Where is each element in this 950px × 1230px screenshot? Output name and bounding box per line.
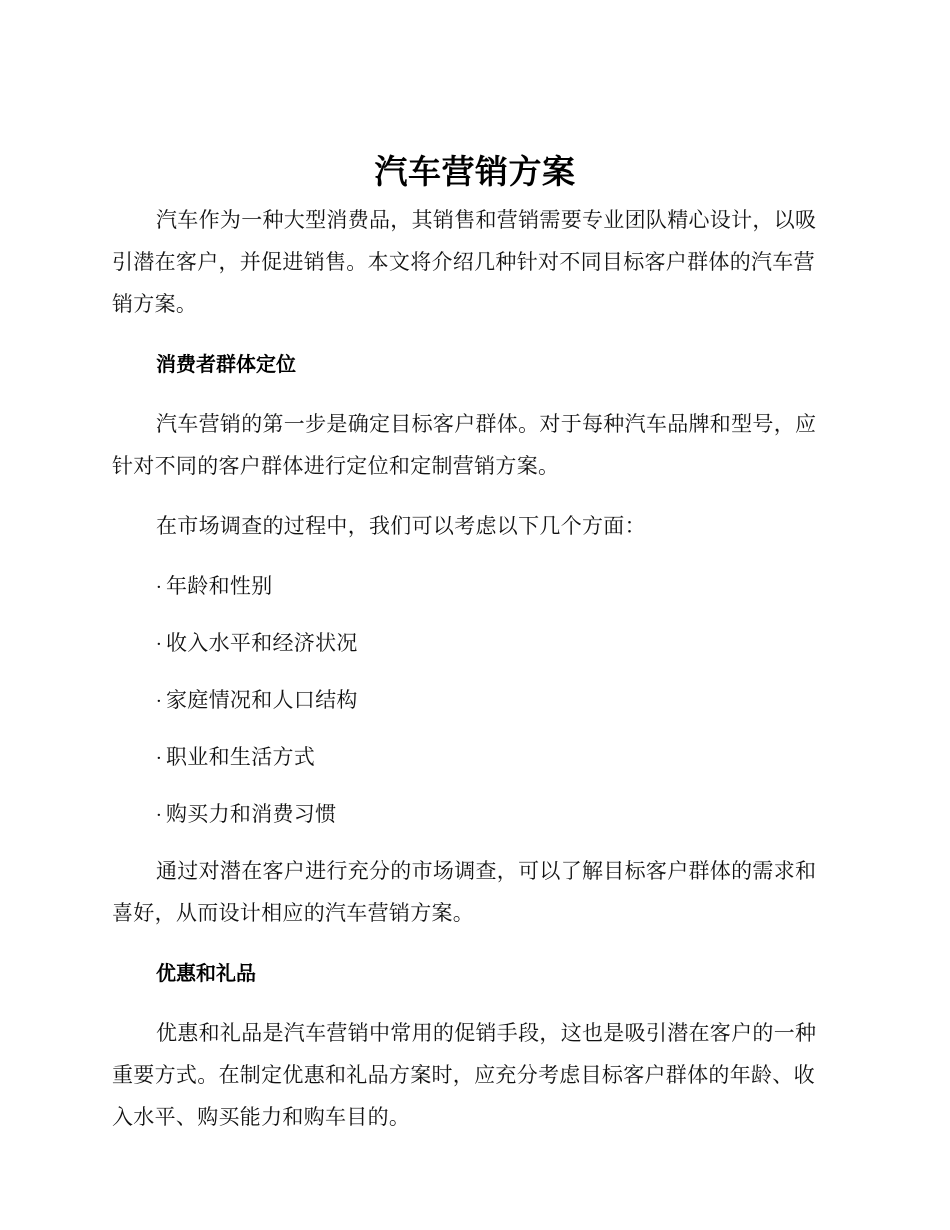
bullet-icon: · [156,691,163,712]
list-item-text: 职业和生活方式 [166,745,316,769]
bullet-icon: · [156,805,163,826]
section2-paragraph-1: 优惠和礼品是汽车营销中常用的促销手段，这也是吸引潜在客户的一种重要方式。在制定优惠和礼品方案时，应充分考虑目标客户群体的年龄、收入水平、购买能力和购车目的。 [112,1021,817,1129]
list-item [112,793,832,837]
section-heading-consumer-positioning: 消费者群体定位 [156,352,296,376]
document-title: 汽车营销方案 [374,152,576,191]
list-item [112,622,832,666]
list-item [112,679,832,723]
section1-paragraph-3: 通过对潜在客户进行充分的市场调查，可以了解目标客户群体的需求和喜好，从而设计相应的汽车营销方案。 [112,859,817,925]
bullet-icon: · [156,577,163,598]
document-body [112,199,832,1156]
section1-paragraph-2: 在市场调查的过程中，我们可以考虑以下几个方面： [156,514,646,538]
list-item [112,736,832,780]
section-heading-discounts-gifts: 优惠和礼品 [156,961,256,985]
list-item-text: 收入水平和经济状况 [166,631,358,655]
list-item-text: 年龄和性别 [166,574,273,598]
list-item [112,565,832,609]
bullet-icon: · [156,634,163,655]
intro-paragraph: 汽车作为一种大型消费品，其销售和营销需要专业团队精心设计，以吸引潜在客户，并促进销售。本文将介绍几种针对不同目标客户群体的汽车营销方案。 [112,208,817,316]
market-research-list [112,565,832,837]
bullet-icon: · [156,748,163,769]
list-item-text: 购买力和消费习惯 [166,802,337,826]
list-item-text: 家庭情况和人口结构 [166,688,358,712]
section1-paragraph-1: 汽车营销的第一步是确定目标客户群体。对于每种汽车品牌和型号，应针对不同的客户群体进行定位和定制营销方案。 [112,412,817,478]
